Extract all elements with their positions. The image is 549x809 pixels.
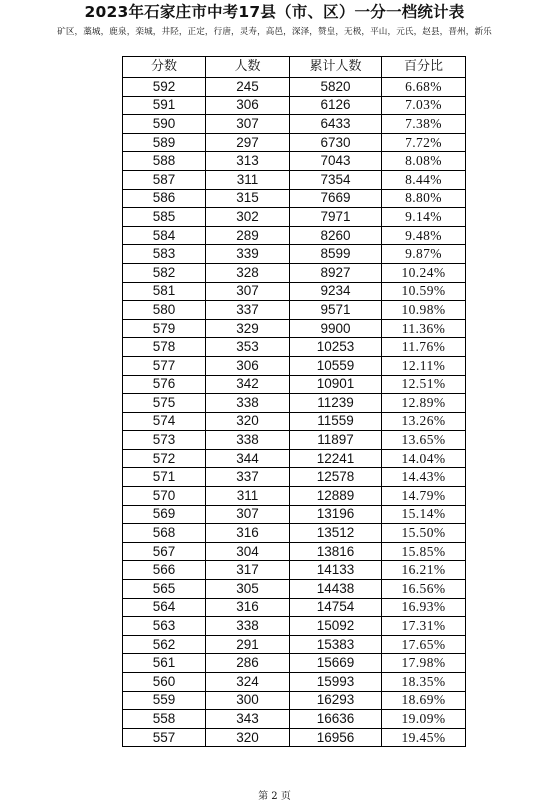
- table-row: [123, 170, 466, 189]
- score-cell: 584: [123, 226, 206, 245]
- count-cell: 313: [206, 152, 290, 171]
- count-cell: 320: [206, 412, 290, 431]
- table-row: [123, 561, 466, 580]
- count-cell: 311: [206, 170, 290, 189]
- score-cell: 582: [123, 263, 206, 282]
- table-row: [123, 375, 466, 394]
- score-cell: 567: [123, 542, 206, 561]
- score-cell: 558: [123, 710, 206, 729]
- table-row: [123, 468, 466, 487]
- percentage-cell: 14.04%: [382, 449, 466, 468]
- cumulative-cell: 14133: [290, 561, 382, 580]
- cumulative-cell: 7354: [290, 170, 382, 189]
- score-cell: 565: [123, 580, 206, 599]
- score-cell: 580: [123, 301, 206, 320]
- score-cell: 562: [123, 635, 206, 654]
- count-cell: 304: [206, 542, 290, 561]
- table-row: [123, 691, 466, 710]
- percentage-cell: 7.72%: [382, 133, 466, 152]
- count-cell: 307: [206, 282, 290, 301]
- score-cell: 581: [123, 282, 206, 301]
- count-cell: 324: [206, 673, 290, 692]
- table-row: [123, 431, 466, 450]
- count-cell: 338: [206, 617, 290, 636]
- percentage-cell: 9.14%: [382, 208, 466, 227]
- score-cell: 559: [123, 691, 206, 710]
- score-cell: 572: [123, 449, 206, 468]
- score-cell: 579: [123, 319, 206, 338]
- percentage-cell: 13.26%: [382, 412, 466, 431]
- count-cell: 337: [206, 468, 290, 487]
- count-cell: 311: [206, 487, 290, 506]
- table-row: [123, 245, 466, 264]
- count-cell: 307: [206, 115, 290, 134]
- count-cell: 353: [206, 338, 290, 357]
- count-cell: 316: [206, 524, 290, 543]
- cumulative-cell: 7669: [290, 189, 382, 208]
- table-row: [123, 78, 466, 97]
- percentage-cell: 8.44%: [382, 170, 466, 189]
- table-row: [123, 189, 466, 208]
- cumulative-cell: 8260: [290, 226, 382, 245]
- count-cell: 317: [206, 561, 290, 580]
- score-cell: 574: [123, 412, 206, 431]
- cumulative-cell: 10901: [290, 375, 382, 394]
- score-cell: 583: [123, 245, 206, 264]
- table-row: [123, 115, 466, 134]
- count-cell: 305: [206, 580, 290, 599]
- header-cumulative: 累计人数: [290, 57, 382, 78]
- score-cell: 588: [123, 152, 206, 171]
- count-cell: 337: [206, 301, 290, 320]
- score-cell: 577: [123, 356, 206, 375]
- cumulative-cell: 13512: [290, 524, 382, 543]
- cumulative-cell: 11897: [290, 431, 382, 450]
- score-cell: 591: [123, 96, 206, 115]
- table-row: [123, 356, 466, 375]
- score-cell: 586: [123, 189, 206, 208]
- score-cell: 557: [123, 728, 206, 747]
- table-row: [123, 412, 466, 431]
- score-cell: 587: [123, 170, 206, 189]
- table-row: [123, 394, 466, 413]
- percentage-cell: 17.31%: [382, 617, 466, 636]
- count-cell: 342: [206, 375, 290, 394]
- score-cell: 563: [123, 617, 206, 636]
- percentage-cell: 14.79%: [382, 487, 466, 506]
- score-cell: 561: [123, 654, 206, 673]
- percentage-cell: 8.08%: [382, 152, 466, 171]
- score-cell: 568: [123, 524, 206, 543]
- page-number: 第 2 页: [258, 791, 291, 802]
- cumulative-cell: 9900: [290, 319, 382, 338]
- percentage-cell: 18.69%: [382, 691, 466, 710]
- percentage-cell: 13.65%: [382, 431, 466, 450]
- cumulative-cell: 15669: [290, 654, 382, 673]
- count-cell: 339: [206, 245, 290, 264]
- score-cell: 571: [123, 468, 206, 487]
- count-cell: 320: [206, 728, 290, 747]
- score-cell: 585: [123, 208, 206, 227]
- table-row: [123, 524, 466, 543]
- percentage-cell: 16.93%: [382, 598, 466, 617]
- percentage-cell: 12.11%: [382, 356, 466, 375]
- percentage-cell: 16.56%: [382, 580, 466, 599]
- table-row: [123, 505, 466, 524]
- table-row: [123, 282, 466, 301]
- score-cell: 564: [123, 598, 206, 617]
- cumulative-cell: 12889: [290, 487, 382, 506]
- cumulative-cell: 12241: [290, 449, 382, 468]
- percentage-cell: 15.14%: [382, 505, 466, 524]
- percentage-cell: 17.65%: [382, 635, 466, 654]
- percentage-cell: 12.89%: [382, 394, 466, 413]
- table-row: [123, 673, 466, 692]
- count-cell: 286: [206, 654, 290, 673]
- percentage-cell: 11.76%: [382, 338, 466, 357]
- cumulative-cell: 13196: [290, 505, 382, 524]
- cumulative-cell: 10253: [290, 338, 382, 357]
- count-cell: 328: [206, 263, 290, 282]
- table-row: [123, 654, 466, 673]
- percentage-cell: 9.48%: [382, 226, 466, 245]
- percentage-cell: 10.59%: [382, 282, 466, 301]
- score-cell: 566: [123, 561, 206, 580]
- percentage-cell: 10.24%: [382, 263, 466, 282]
- percentage-cell: 8.80%: [382, 189, 466, 208]
- count-cell: 343: [206, 710, 290, 729]
- table-row: [123, 487, 466, 506]
- count-cell: 344: [206, 449, 290, 468]
- header-percentage: 百分比: [382, 57, 466, 78]
- percentage-cell: 15.50%: [382, 524, 466, 543]
- count-cell: 315: [206, 189, 290, 208]
- district-list: 矿区，藁城，鹿泉，栾城，井陉，正定，行唐，灵寿，高邑，深泽，赞皇，无极，平山，元氏，赵县，晋州，新乐: [57, 27, 492, 37]
- cumulative-cell: 7971: [290, 208, 382, 227]
- count-cell: 306: [206, 96, 290, 115]
- cumulative-cell: 13816: [290, 542, 382, 561]
- table-row: [123, 338, 466, 357]
- cumulative-cell: 7043: [290, 152, 382, 171]
- percentage-cell: 6.68%: [382, 78, 466, 97]
- score-cell: 560: [123, 673, 206, 692]
- count-cell: 245: [206, 78, 290, 97]
- count-cell: 307: [206, 505, 290, 524]
- count-cell: 297: [206, 133, 290, 152]
- count-cell: 338: [206, 431, 290, 450]
- count-cell: 300: [206, 691, 290, 710]
- score-cell: 570: [123, 487, 206, 506]
- page-title: 2023年石家庄市中考17县（市、区）一分一档统计表: [84, 3, 465, 21]
- percentage-cell: 9.87%: [382, 245, 466, 264]
- cumulative-cell: 6126: [290, 96, 382, 115]
- table-row: [123, 319, 466, 338]
- score-table-container: [122, 56, 465, 747]
- cumulative-cell: 15383: [290, 635, 382, 654]
- percentage-cell: 7.03%: [382, 96, 466, 115]
- percentage-cell: 15.85%: [382, 542, 466, 561]
- cumulative-cell: 16956: [290, 728, 382, 747]
- table-row: [123, 617, 466, 636]
- header-score: 分数: [123, 57, 206, 78]
- score-cell: 575: [123, 394, 206, 413]
- cumulative-cell: 15092: [290, 617, 382, 636]
- score-cell: 589: [123, 133, 206, 152]
- table-row: [123, 449, 466, 468]
- cumulative-cell: 5820: [290, 78, 382, 97]
- count-cell: 316: [206, 598, 290, 617]
- table-row: [123, 598, 466, 617]
- count-cell: 329: [206, 319, 290, 338]
- cumulative-cell: 11239: [290, 394, 382, 413]
- table-row: [123, 635, 466, 654]
- table-row: [123, 728, 466, 747]
- cumulative-cell: 15993: [290, 673, 382, 692]
- score-cell: 590: [123, 115, 206, 134]
- count-cell: 302: [206, 208, 290, 227]
- score-table: [122, 56, 466, 747]
- table-row: [123, 301, 466, 320]
- score-cell: 573: [123, 431, 206, 450]
- cumulative-cell: 6433: [290, 115, 382, 134]
- percentage-cell: 12.51%: [382, 375, 466, 394]
- cumulative-cell: 14754: [290, 598, 382, 617]
- count-cell: 291: [206, 635, 290, 654]
- percentage-cell: 7.38%: [382, 115, 466, 134]
- percentage-cell: 10.98%: [382, 301, 466, 320]
- cumulative-cell: 12578: [290, 468, 382, 487]
- table-row: [123, 208, 466, 227]
- table-row: [123, 710, 466, 729]
- cumulative-cell: 6730: [290, 133, 382, 152]
- cumulative-cell: 8599: [290, 245, 382, 264]
- score-cell: 569: [123, 505, 206, 524]
- cumulative-cell: 9234: [290, 282, 382, 301]
- score-cell: 592: [123, 78, 206, 97]
- count-cell: 289: [206, 226, 290, 245]
- table-header-row: [123, 57, 466, 78]
- cumulative-cell: 16636: [290, 710, 382, 729]
- table-row: [123, 152, 466, 171]
- cumulative-cell: 16293: [290, 691, 382, 710]
- percentage-cell: 11.36%: [382, 319, 466, 338]
- cumulative-cell: 10559: [290, 356, 382, 375]
- percentage-cell: 14.43%: [382, 468, 466, 487]
- score-cell: 576: [123, 375, 206, 394]
- header-count: 人数: [206, 57, 290, 78]
- percentage-cell: 17.98%: [382, 654, 466, 673]
- percentage-cell: 16.21%: [382, 561, 466, 580]
- percentage-cell: 19.45%: [382, 728, 466, 747]
- table-row: [123, 542, 466, 561]
- count-cell: 306: [206, 356, 290, 375]
- cumulative-cell: 9571: [290, 301, 382, 320]
- cumulative-cell: 11559: [290, 412, 382, 431]
- table-row: [123, 226, 466, 245]
- percentage-cell: 18.35%: [382, 673, 466, 692]
- table-row: [123, 133, 466, 152]
- cumulative-cell: 8927: [290, 263, 382, 282]
- table-row: [123, 96, 466, 115]
- percentage-cell: 19.09%: [382, 710, 466, 729]
- cumulative-cell: 14438: [290, 580, 382, 599]
- table-row: [123, 263, 466, 282]
- score-cell: 578: [123, 338, 206, 357]
- table-body: [123, 78, 466, 747]
- table-row: [123, 580, 466, 599]
- count-cell: 338: [206, 394, 290, 413]
